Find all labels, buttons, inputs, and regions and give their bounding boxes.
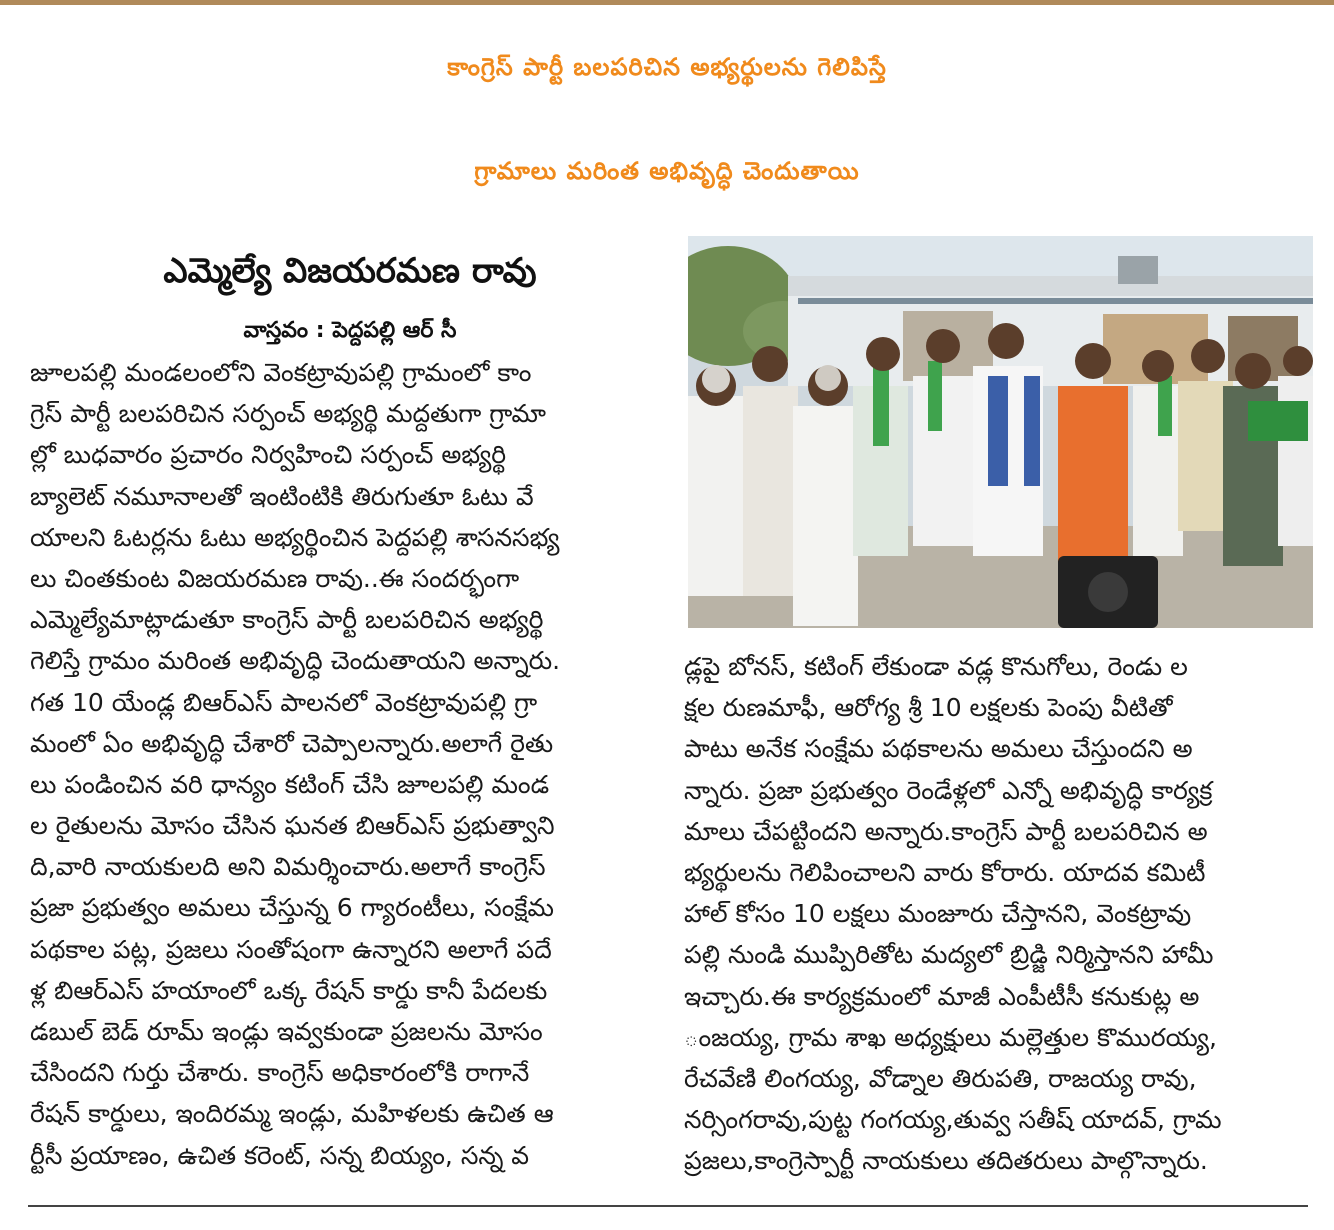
body-line: ల రైతులను మోసం చేసిన ఘనత బిఆర్ఎస్ ప్రభుత్వాని bbox=[30, 811, 555, 841]
body-line: ర్టీసీ ప్రయాణం, ఉచిత కరెంట్, సన్న బియ్యం, సన్న వ bbox=[30, 1140, 530, 1170]
body-line: గ్రెస్ పార్టీ బలపరిచిన సర్పంచ్ అభ్యర్థి మద్దతుగా గ్రామా bbox=[30, 399, 546, 429]
body-line: బ్యాలెట్ నమూనాలతో ఇంటింటికి తిరుగుతూ ఓటు వే bbox=[30, 481, 534, 511]
bottom-border-rule bbox=[28, 1205, 1308, 1207]
body-line: రేషన్ కార్డులు, ఇందిరమ్మ ఇండ్లు, మహిళలకు ఉచిత ఆ bbox=[30, 1099, 554, 1129]
left-column bbox=[30, 352, 650, 1176]
body-line: హాల్ కోసం 10 లక్షలు మంజూరు చేస్తానని, వెంకట్రావు bbox=[684, 899, 1192, 929]
body-line: పథకాల పట్ల, ప్రజలు సంతోషంగా ఉన్నారని అలాగే పదే bbox=[30, 934, 552, 964]
body-line: డ్లపై బోనస్, కటింగ్ లేకుండా వడ్ల కొనుగోలు, రెండు ల bbox=[684, 652, 1188, 681]
body-line: ల్లో బుధవారం ప్రచారం నిర్వహించి సర్పంచ్ అభ్యర్థి bbox=[30, 440, 507, 470]
dateline: వాస్తవం : పెద్దపల్లి ఆర్ సీ bbox=[243, 318, 457, 343]
body-line: రేచవేణి లింగయ్య, వోడ్నాల తిరుపతి, రాజయ్య రావు, bbox=[684, 1063, 1197, 1093]
body-line: లు చింతకుంట విజయరమణ రావు..ఈ సందర్భంగా bbox=[30, 563, 520, 593]
news-photo-illustration bbox=[688, 236, 1313, 628]
body-line: పల్లి నుండి ముప్పిరితోట మద్యలో బ్రిడ్జి నిర్మిస్తానని హామీ bbox=[684, 940, 1214, 970]
body-line: గెలిస్తే గ్రామం మరింత అభివృద్ధి చెందుతాయని అన్నారు. bbox=[30, 646, 561, 676]
body-line: గత 10 యేండ్ల బిఆర్ఎస్ పాలనలో వెంకట్రావుపల్లి గ్రా bbox=[30, 687, 538, 717]
body-line: పాటు అనేక సంక్షేమ పథకాలను అమలు చేస్తుందని అ bbox=[684, 734, 1193, 764]
body-line: న్నారు. ప్రజా ప్రభుత్వం రెండేళ్లలో ఎన్నో అభివృద్ధి కార్యక్ర bbox=[684, 775, 1213, 805]
body-line: ప్రజా ప్రభుత్వం అమలు చేస్తున్న 6 గ్యారంటీలు, సంక్షేమ bbox=[30, 893, 554, 923]
body-line: ఎమ్మెల్యేమాట్లాడుతూ కాంగ్రెస్ పార్టీ బలపరిచిన అభ్యర్థి bbox=[30, 605, 544, 635]
right-column bbox=[684, 646, 1299, 1181]
body-line: జూలపల్లి మండలంలోని వెంకట్రావుపల్లి గ్రామంలో కాం bbox=[30, 358, 532, 387]
body-line: ది,వారి నాయకులది అని విమర్శించారు.అలాగే కాంగ్రెస్ bbox=[30, 852, 546, 882]
body-line: భ్యర్థులను గెలిపించాలని వారు కోరారు. యాదవ కమిటీ bbox=[684, 857, 1206, 887]
body-line: మాలు చేపట్టిందని అన్నారు.కాంగ్రెస్ పార్టీ బలపరిచిన అ bbox=[684, 816, 1208, 846]
body-line: ళ్ల బిఆర్ఎస్ హయాంలో ఒక్క రేషన్ కార్డు కానీ పేదలకు bbox=[30, 975, 548, 1005]
news-photo bbox=[688, 236, 1313, 628]
body-line: మంలో ఏం అభివృద్ధి చేశారో చెప్పాలన్నారు.అలాగే రైతు bbox=[30, 728, 554, 758]
top-border-rule bbox=[0, 0, 1334, 5]
byline: ఎమ్మెల్యే విజయరమణ రావు bbox=[163, 251, 537, 291]
body-line: ఇచ్చారు.ఈ కార్యక్రమంలో మాజీ ఎంపీటీసీ కనుకుట్ల అ bbox=[684, 981, 1200, 1011]
headline-line-2: గ్రామాలు మరింత అభివృద్ధి చెందుతాయి bbox=[474, 157, 860, 185]
headline-line-1: కాంగ్రెస్ పార్టీ బలపరిచిన అభ్యర్థులను గెలిపిస్తే bbox=[447, 53, 887, 81]
body-line: చేసిందని గుర్తు చేశారు. కాంగ్రెస్ అధికారంలోకి రాగానే bbox=[30, 1058, 530, 1088]
body-line: యాలని ఓటర్లను ఓటు అభ్యర్థించిన పెద్దపల్లి శాసనసభ్య bbox=[30, 522, 560, 552]
body-line: ప్రజలు,కాంగ్రెస్పార్టీ నాయకులు తదితరులు పాల్గొన్నారు. bbox=[684, 1146, 1208, 1176]
body-line: ంజయ్య, గ్రామ శాఖ అధ్యక్షులు మల్లెత్తుల కొమురయ్య, bbox=[684, 1022, 1217, 1052]
body-line: క్షల రుణమాఫీ, ఆరోగ్య శ్రీ 10 లక్షలకు పెంపు వీటితో bbox=[684, 693, 1173, 723]
body-line: లు పండించిన వరి ధాన్యం కటింగ్ చేసి జూలపల్లి మండ bbox=[30, 769, 550, 799]
body-line: డబుల్ బెడ్ రూమ్ ఇండ్లు ఇవ్వకుండా ప్రజలను మోసం bbox=[30, 1017, 543, 1046]
body-line: నర్సింగరావు,పుట్ట గంగయ్య,తువ్వ సతీష్ యాదవ్, గ్రామ bbox=[684, 1105, 1222, 1135]
